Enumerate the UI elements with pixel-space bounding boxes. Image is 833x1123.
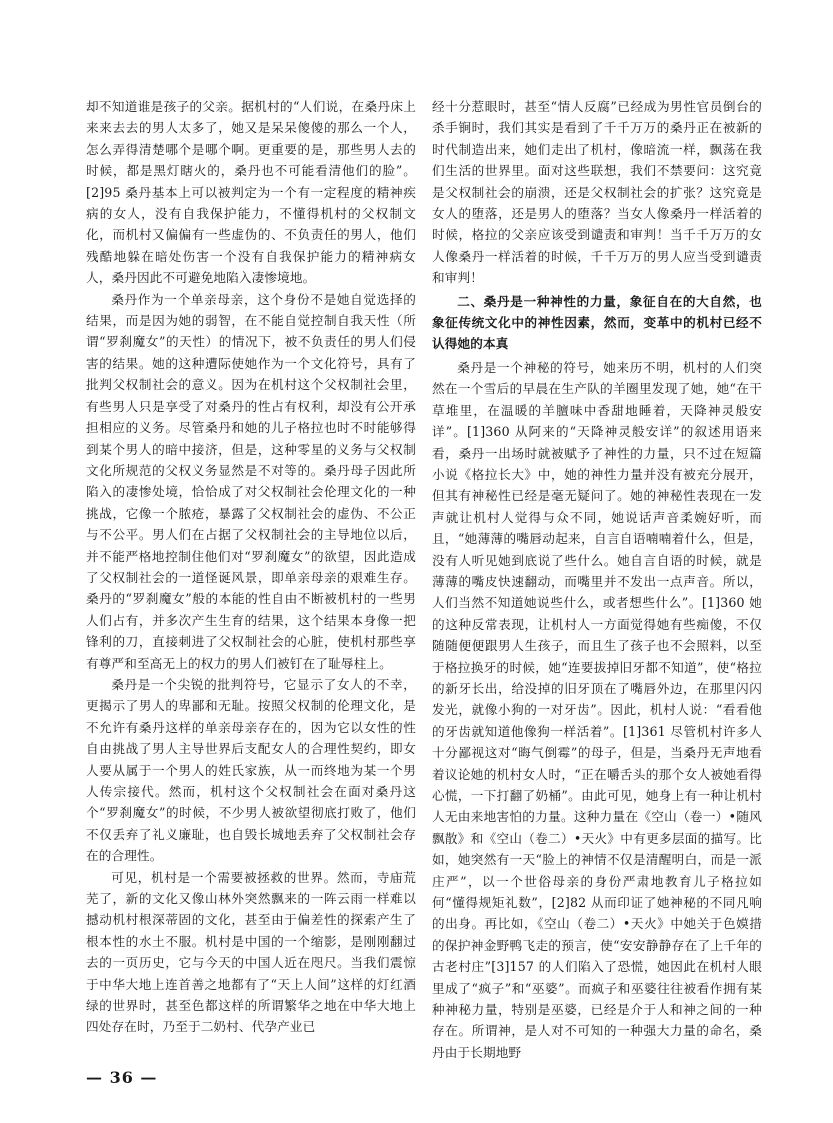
body-paragraph: 经十分惹眼时，甚至“情人反腐”已经成为男性官员倒台的杀手锏时，我们其实是看到了千千万万的桑丹正在被新的时代制造出来，她们走出了机村，像暗流一样，飘荡在我们生活的世界里。面对这些联想，我们不禁要问：这究竟是父权制社会的崩溃，还是父权制社会的扩张？这究竟是女人的堕落，还是男人的堕落？当女人像桑丹一样活着的时候，格拉的父亲应该受到谴责和审判！当千千万万的女人像桑丹一样活着的时候，千千万万的男人应当受到谴责和审判！: [432, 99, 762, 286]
body-paragraph: 桑丹是一个神秘的符号，她来历不明，机村的人们突然在一个雪后的早晨在生产队的羊圈里发现了她，她“在干草堆里，在温暖的羊膻味中香甜地睡着，天降神灵般安详”。[1]360 从阿来的“天降神灵般安详”的叙述用语来看，桑丹一出场时就被赋予了神性的力量，只不过在短篇小说《格拉长大》中，她的神性力量并没有被充分展开，但其有神秘性已经是毫无疑问了。她的神秘性表现在一发声就让机村人觉得与众不同，她说话声音柔婉好听，而且，“她薄薄的嘴唇动起来，自言自语喃喃着什么，但是，没有人听见她到底说了些什么。她自言自语的时候，就是薄薄的嘴皮快速翻动，而嘴里并不发出一点声音。所以，人们当然不知道她说些什么，或者想些什么”。[1]360 她的这种反常表现，让机村人一方面觉得她有些痴傻，不仅随随便便跟男人生孩子，而且生了孩子也不会照料，以至于格拉换牙的时候，她“连要拔掉旧牙都不知道”，使“格拉的新牙长出，给没掉的旧牙顶在了嘴唇外边，在那里闪闪发光，就像小狗的一对牙齿”。因此，机村人说：“看看他的牙齿就知道他像狗一样活着”。[1]361 尽管机村许多人十分鄙视这对“晦气倒霉”的母子，但是，当桑丹无声地看着议论她的机村女人时，“正在嚼舌头的那个女人被她看得心慌，一下打翻了奶桶”。由此可见，她身上有一种让机村人无由来地害怕的力量。这种力量在《空山（卷一）•随风飘散》和《空山（卷二）•天火》中有更多层面的描写。比如，她突然有一天“脸上的神情不仅是清醒明白，而是一派庄严”，以一个世俗母亲的身份严肃地教育儿子格拉如何“懂得规矩礼数”，[2]82 从而印证了她神秘的不同凡响的出身。再比如，《空山（卷二）•天火》中她关于色嫫措的保护神金野鸭飞走的预言，使“安安静静存在了上千年的古老村庄”[3]157 的人们陷入了恐慌，她因此在机村人眼里成了“疯子”和“巫婆”。而疯子和巫婆往往被看作拥有某种神秘力量，特别是巫婆，已经是介于人和神之间的一种存在。所谓神，是人对不可知的一种强大力量的命名，桑丹由于长期地野: [432, 359, 762, 1060]
right-column: [432, 96, 762, 1063]
section-heading: 二、桑丹是一种神性的力量，象征自在的大自然，也象征传统文化中的神性因素，然而，变革中的机村已经不认得她的本真: [432, 293, 762, 352]
body-paragraph: 桑丹是一个尖锐的批判符号，它显示了女人的不幸，更揭示了男人的卑鄙和无耻。按照父权制的伦理文化，是不允许有桑丹这样的单亲母亲存在的，因为它以女性的性自由挑战了男人主导世界后支配女人的合理性契约，即女人要从属于一个男人的姓氏家族，从一而终地为某一个男人传宗接代。然而，机村这个父权制社会在面对桑丹这个“罗刹魔女”的时候，不少男人被欲望彻底打败了，他们不仅丢弃了礼义廉耻，也自毁长城地丢弃了父权制社会存在的合理性。: [86, 676, 416, 864]
body-paragraph: 却不知道谁是孩子的父亲。据机村的“人们说，在桑丹床上来来去去的男人太多了，她又是呆呆傻傻的那么一个人，怎么弄得清楚哪个是哪个啊。更重要的是，那些男人去的时候，都是黑灯瞎火的，桑丹也不可能看清他们的脸”。[2]95 桑丹基本上可以被判定为一个有一定程度的精神疾病的女人，没有自我保护能力，不懂得机村的父权制文化，而机村又偏偏有一些虚伪的、不负责任的男人，他们残酷地躲在暗处伤害一个没有自我保护能力的精神病女人，桑丹因此不可避免地陷入凄惨境地。: [86, 99, 416, 286]
body-paragraph: 可见，机村是一个需要被拯救的世界。然而，寺庙荒芜了，新的文化又像山林外突然飘来的一阵云雨一样难以撼动机村根深蒂固的文化，甚至由于偏差性的探索产生了根本性的水土不服。机村是中国的一个缩影，是刚刚翻过去的一页历史，它与今天的中国人近在咫尺。当我们震惊于中华大地上连首善之地都有了“天上人间”这样的灯红酒绿的世界时，甚至色都这样的所谓繁华之地在中华大地上四处存在时，乃至于二奶村、代孕产业已: [86, 869, 416, 1035]
body-paragraph: 桑丹作为一个单亲母亲，这个身份不是她自觉选择的结果，而是因为她的弱智，在不能自觉控制自我天性（所谓“罗刹魔女”的天性）的情况下，被不负责任的男人们侵害的结果。她的这种遭际使她作为一个文化符号，具有了批判父权制社会的意义。因为在机村这个父权制社会里，有些男人只是享受了对桑丹的性占有权利，却没有公开承担相应的义务。尽管桑丹和她的儿子格拉也时不时能够得到某个男人的暗中接济，但是，这种零星的义务与父权制文化所规范的父权义务显然是不对等的。桑丹母子因此所陷入的凄惨处境，恰恰成了对父权制社会伦理文化的一种挑战，它像一个脓疮，暴露了父权制社会的虚伪、不公正与不公平。男人们在占据了父权制社会的主导地位以后，并不能严格地控制住他们对“罗刹魔女”的欲望，因此造成了父权制社会的一道怪诞风景，即单亲母亲的艰难生存。桑丹的“罗刹魔女”般的本能的性自由不断被机村的一些男人们占有，并多次产生生育的结果，这个结果本身像一把锋利的刀，直接刺进了父权制社会的心脏，使机村那些享有尊严和至高无上的权力的男人们被钉在了耻辱柱上。: [86, 291, 416, 671]
left-column: [86, 96, 416, 1038]
page-number: — 36 —: [86, 1068, 158, 1087]
